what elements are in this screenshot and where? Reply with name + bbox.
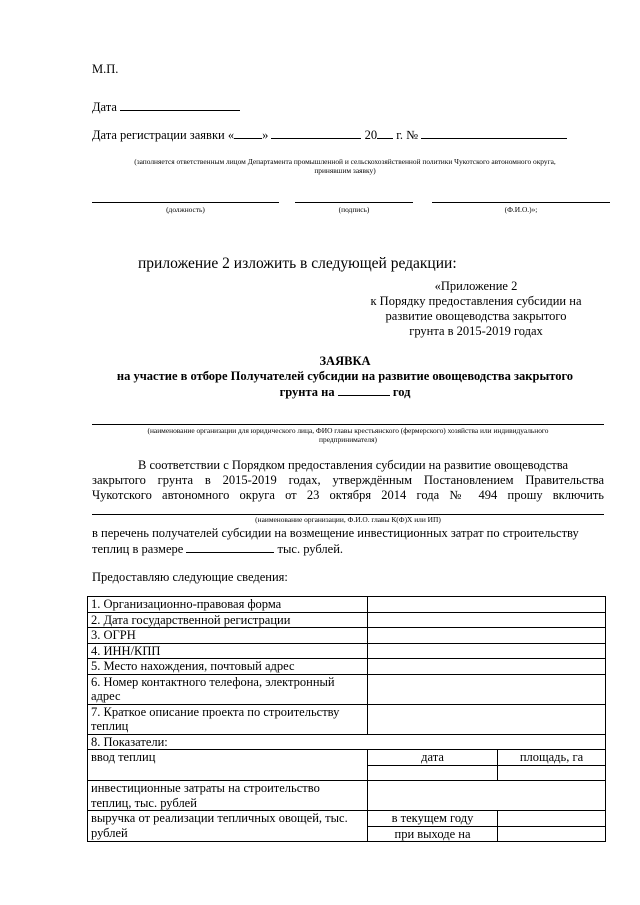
position-line[interactable] [92, 202, 279, 203]
table-row [88, 659, 606, 675]
table-row [88, 597, 606, 613]
current-year-label: в текущем году [368, 811, 498, 827]
invest-label-line: теплиц, тыс. рублей [91, 795, 197, 810]
row-label: 2. Дата государственной регистрации [88, 612, 368, 628]
heading-suffix: год [392, 385, 411, 399]
appendix-line-3: развитие овощеводства закрытого [385, 309, 567, 323]
registration-row [92, 127, 567, 143]
row-value[interactable] [368, 612, 606, 628]
row-label-line: теплиц [91, 719, 129, 733]
reg-note-2: принявшим заявку) [314, 166, 376, 175]
area-column-header: площадь, га [498, 750, 606, 766]
reg-close-quote: » [262, 128, 269, 142]
row-label [88, 704, 368, 734]
amount-blank[interactable] [186, 541, 274, 553]
table-row [88, 612, 606, 628]
row-value[interactable] [368, 628, 606, 644]
revenue-label-line: выручка от реализации тепличных овощей, тыс. [91, 811, 348, 825]
application-subtitle-2 [80, 384, 610, 400]
appendix-line-4: грунта в 2015-2019 годах [409, 324, 543, 338]
org-note-2: предпринимателя) [319, 435, 377, 444]
invest-value[interactable] [368, 781, 606, 811]
row-value[interactable] [368, 704, 606, 734]
reg-label: Дата регистрации заявки « [92, 128, 235, 142]
appendix-line-2: к Порядку предоставления субсидии на [370, 294, 582, 308]
reg-note-1: (заполняется ответственным лицом Департамента промышленной и сельскохозяйственной политики Чукотского автономного округа, [134, 157, 556, 166]
signature-caption: (подпись) [338, 205, 370, 214]
stamp-label: М.П. [92, 62, 119, 76]
reg-day-blank[interactable] [234, 127, 262, 139]
table-row [88, 628, 606, 644]
invest-label [88, 781, 368, 811]
heading-prefix: грунта на [279, 385, 335, 399]
revenue-label-line: рублей [91, 825, 128, 840]
reg-month-blank[interactable] [271, 127, 361, 139]
date-row [92, 99, 240, 115]
row-label-line: 6. Номер контактного телефона, электронный [91, 674, 335, 689]
table-row [88, 781, 606, 811]
reg-year-blank[interactable] [377, 127, 393, 139]
info-table [87, 596, 606, 842]
organization-line[interactable] [92, 424, 604, 425]
date-column-header: дата [368, 750, 498, 766]
paragraph-line-2: закрытого грунта в 2015-2019 годах, утверждённым Постановлением Правительства [92, 473, 604, 487]
date-blank[interactable] [120, 99, 240, 111]
row-value[interactable] [368, 597, 606, 613]
position-caption: (должность) [166, 205, 205, 214]
table-row [88, 674, 606, 704]
row-label: 8. Показатели: [88, 734, 606, 750]
row-label: 1. Организационно-правовая форма [88, 597, 368, 613]
date-label: Дата [92, 100, 117, 114]
paragraph-line-3: Чукотского автономного округа от 23 октября 2014 года № 494 прошу включить [92, 488, 604, 502]
appendix-line-1: «Приложение 2 [434, 279, 518, 293]
current-year-value[interactable] [498, 811, 606, 827]
signature-line[interactable] [295, 202, 413, 203]
reg-number-blank[interactable] [421, 127, 567, 139]
table-row [88, 704, 606, 734]
at-output-value[interactable] [498, 826, 606, 842]
greenhouse-area-value[interactable] [498, 765, 606, 781]
reg-number-label: г. № [396, 128, 419, 142]
row-value[interactable] [368, 643, 606, 659]
row-label: 3. ОГРН [88, 628, 368, 644]
row-value[interactable] [368, 674, 606, 704]
greenhouse-date-value[interactable] [368, 765, 498, 781]
table-row [88, 643, 606, 659]
paragraph-line-4: в перечень получателей субсидии на возмещение инвестиционных затрат по строительству [92, 526, 579, 540]
row-label-line: 7. Краткое описание проекта по строительству [91, 704, 340, 719]
at-output-label: при выходе на [368, 826, 498, 842]
amount-prefix: теплиц в размере [92, 542, 184, 556]
row-label: 4. ИНН/КПП [88, 643, 368, 659]
amount-suffix: тыс. рублей. [277, 542, 344, 556]
revenue-label [88, 811, 368, 842]
row-label-line: адрес [91, 689, 121, 703]
org-note-1: (наименование организации для юридического лица, ФИО главы крестьянского (фермерского) хозяйства или индивидуального [147, 426, 549, 435]
paragraph-line-5 [92, 541, 343, 557]
intro-text: приложение 2 изложить в следующей редакции: [138, 255, 457, 272]
greenhouse-label: ввод теплиц [88, 750, 368, 781]
applicant-caption: (наименование организации, Ф.И.О. главы К(Ф)Х или ИП) [255, 515, 441, 524]
table-row [88, 811, 606, 827]
row-label: 5. Место нахождения, почтовый адрес [88, 659, 368, 675]
name-line[interactable] [432, 202, 610, 203]
row-value[interactable] [368, 659, 606, 675]
table-row [88, 750, 606, 766]
row-label [88, 674, 368, 704]
heading-year-blank[interactable] [338, 384, 390, 396]
table-row [88, 734, 606, 750]
invest-label-line: инвестиционные затраты на строительство [91, 781, 320, 795]
paragraph-line-1: В соответствии с Порядком предоставления субсидии на развитие овощеводства [138, 458, 569, 472]
name-caption: (Ф.И.О.)»; [504, 205, 538, 214]
provide-text: Предоставляю следующие сведения: [92, 570, 288, 584]
application-title: ЗАЯВКА [319, 354, 371, 368]
reg-year-prefix: 20 [364, 128, 378, 142]
application-subtitle-1: на участие в отборе Получателей субсидии на развитие овощеводства закрытого [116, 369, 574, 383]
